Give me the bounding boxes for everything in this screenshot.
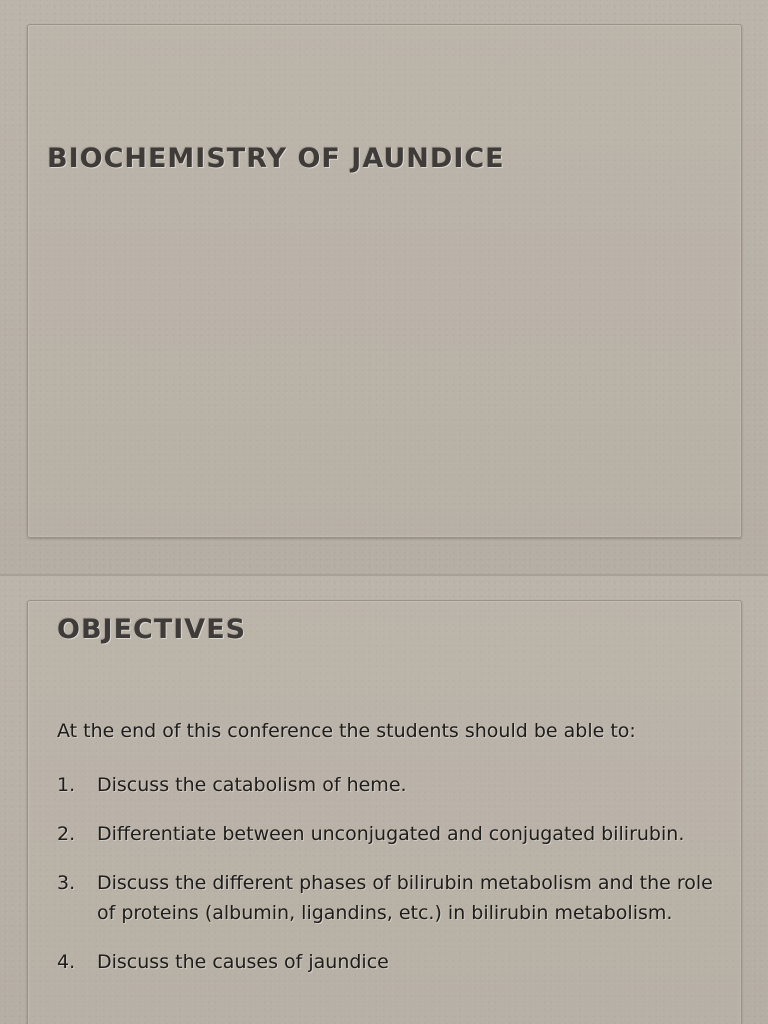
slide-frame [27, 24, 742, 538]
objectives-intro: At the end of this conference the students should be able to: [57, 720, 636, 742]
objective-item [57, 819, 722, 849]
objectives-title: OBJECTIVES [57, 614, 247, 645]
slide-title: BIOCHEMISTRY OF JAUNDICE [47, 143, 505, 174]
objective-text: Differentiate between unconjugated and conjugated bilirubin. [97, 823, 685, 845]
objective-text: Discuss the different phases of bilirubin metabolism and the role of proteins (albumin, ligandins, etc.) in bilirubin metabolism. [97, 872, 713, 924]
objective-number: 1. [57, 774, 76, 796]
objective-item [57, 868, 722, 928]
objective-number: 4. [57, 951, 76, 973]
objective-number: 2. [57, 823, 76, 845]
objective-text: Discuss the causes of jaundice [97, 951, 389, 973]
objective-item [57, 947, 722, 977]
objectives-list [57, 770, 722, 996]
objective-number: 3. [57, 872, 76, 894]
objective-text: Discuss the catabolism of heme. [97, 774, 407, 796]
objective-item [57, 770, 722, 800]
